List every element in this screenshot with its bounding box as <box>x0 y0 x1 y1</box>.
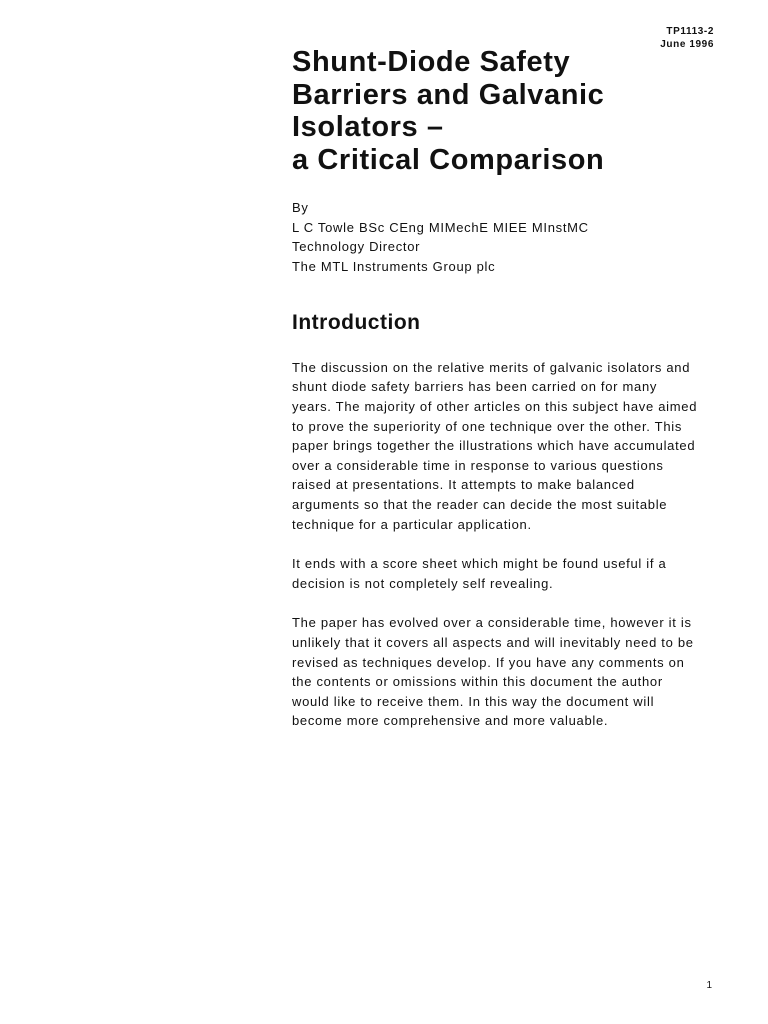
text-line: raised at presentations. It attempts to make balanced <box>292 477 635 493</box>
paragraph <box>292 358 722 534</box>
text-line: The discussion on the relative merits of galvanic isolators and <box>292 359 691 375</box>
author-role: Technology Director <box>292 239 421 255</box>
text-line: decision is not completely self revealing. <box>292 575 554 591</box>
document-date: June 1996 <box>660 39 714 50</box>
title-line: Isolators – <box>292 111 444 143</box>
author-byline <box>292 198 722 277</box>
document-title <box>292 46 722 176</box>
text-line: to prove the superiority of one technique over the other. This <box>292 418 683 434</box>
author-company: The MTL Instruments Group plc <box>292 259 496 275</box>
text-line: become more comprehensive and more valuable. <box>292 713 609 729</box>
text-line: revised as techniques develop. If you have any comments on <box>292 654 685 670</box>
text-line: shunt diode safety barriers has been carried on for many <box>292 379 658 395</box>
paragraph <box>292 554 722 593</box>
text-line: over a considerable time in response to various questions <box>292 457 664 473</box>
text-line: The paper has evolved over a considerable time, however it is <box>292 615 692 631</box>
text-line: unlikely that it covers all aspects and will inevitably need to be <box>292 634 694 650</box>
main-content <box>292 46 722 731</box>
byline-by: By <box>292 200 309 215</box>
document-code: TP1113-2 <box>666 26 714 37</box>
text-line: paper brings together the illustrations which have accumulated <box>292 438 696 454</box>
text-line: the contents or omissions within this document the author <box>292 674 663 690</box>
page-number: 1 <box>706 980 712 991</box>
text-line: technique for a particular application. <box>292 516 532 532</box>
author-name: L C Towle BSc CEng MIMechE MIEE MInstMC <box>292 219 589 235</box>
text-line: arguments so that the reader can decide the most suitable <box>292 496 668 512</box>
title-line: Barriers and Galvanic <box>292 78 605 111</box>
title-line: a Critical Comparison <box>292 143 605 176</box>
text-line: would like to receive them. In this way the document will <box>292 693 655 709</box>
section-heading: Introduction <box>292 310 421 334</box>
paragraph <box>292 613 722 731</box>
text-line: years. The majority of other articles on this subject have aimed <box>292 399 698 414</box>
title-line: Shunt-Diode Safety <box>292 46 571 78</box>
text-line: It ends with a score sheet which might be found useful if a <box>292 556 667 572</box>
